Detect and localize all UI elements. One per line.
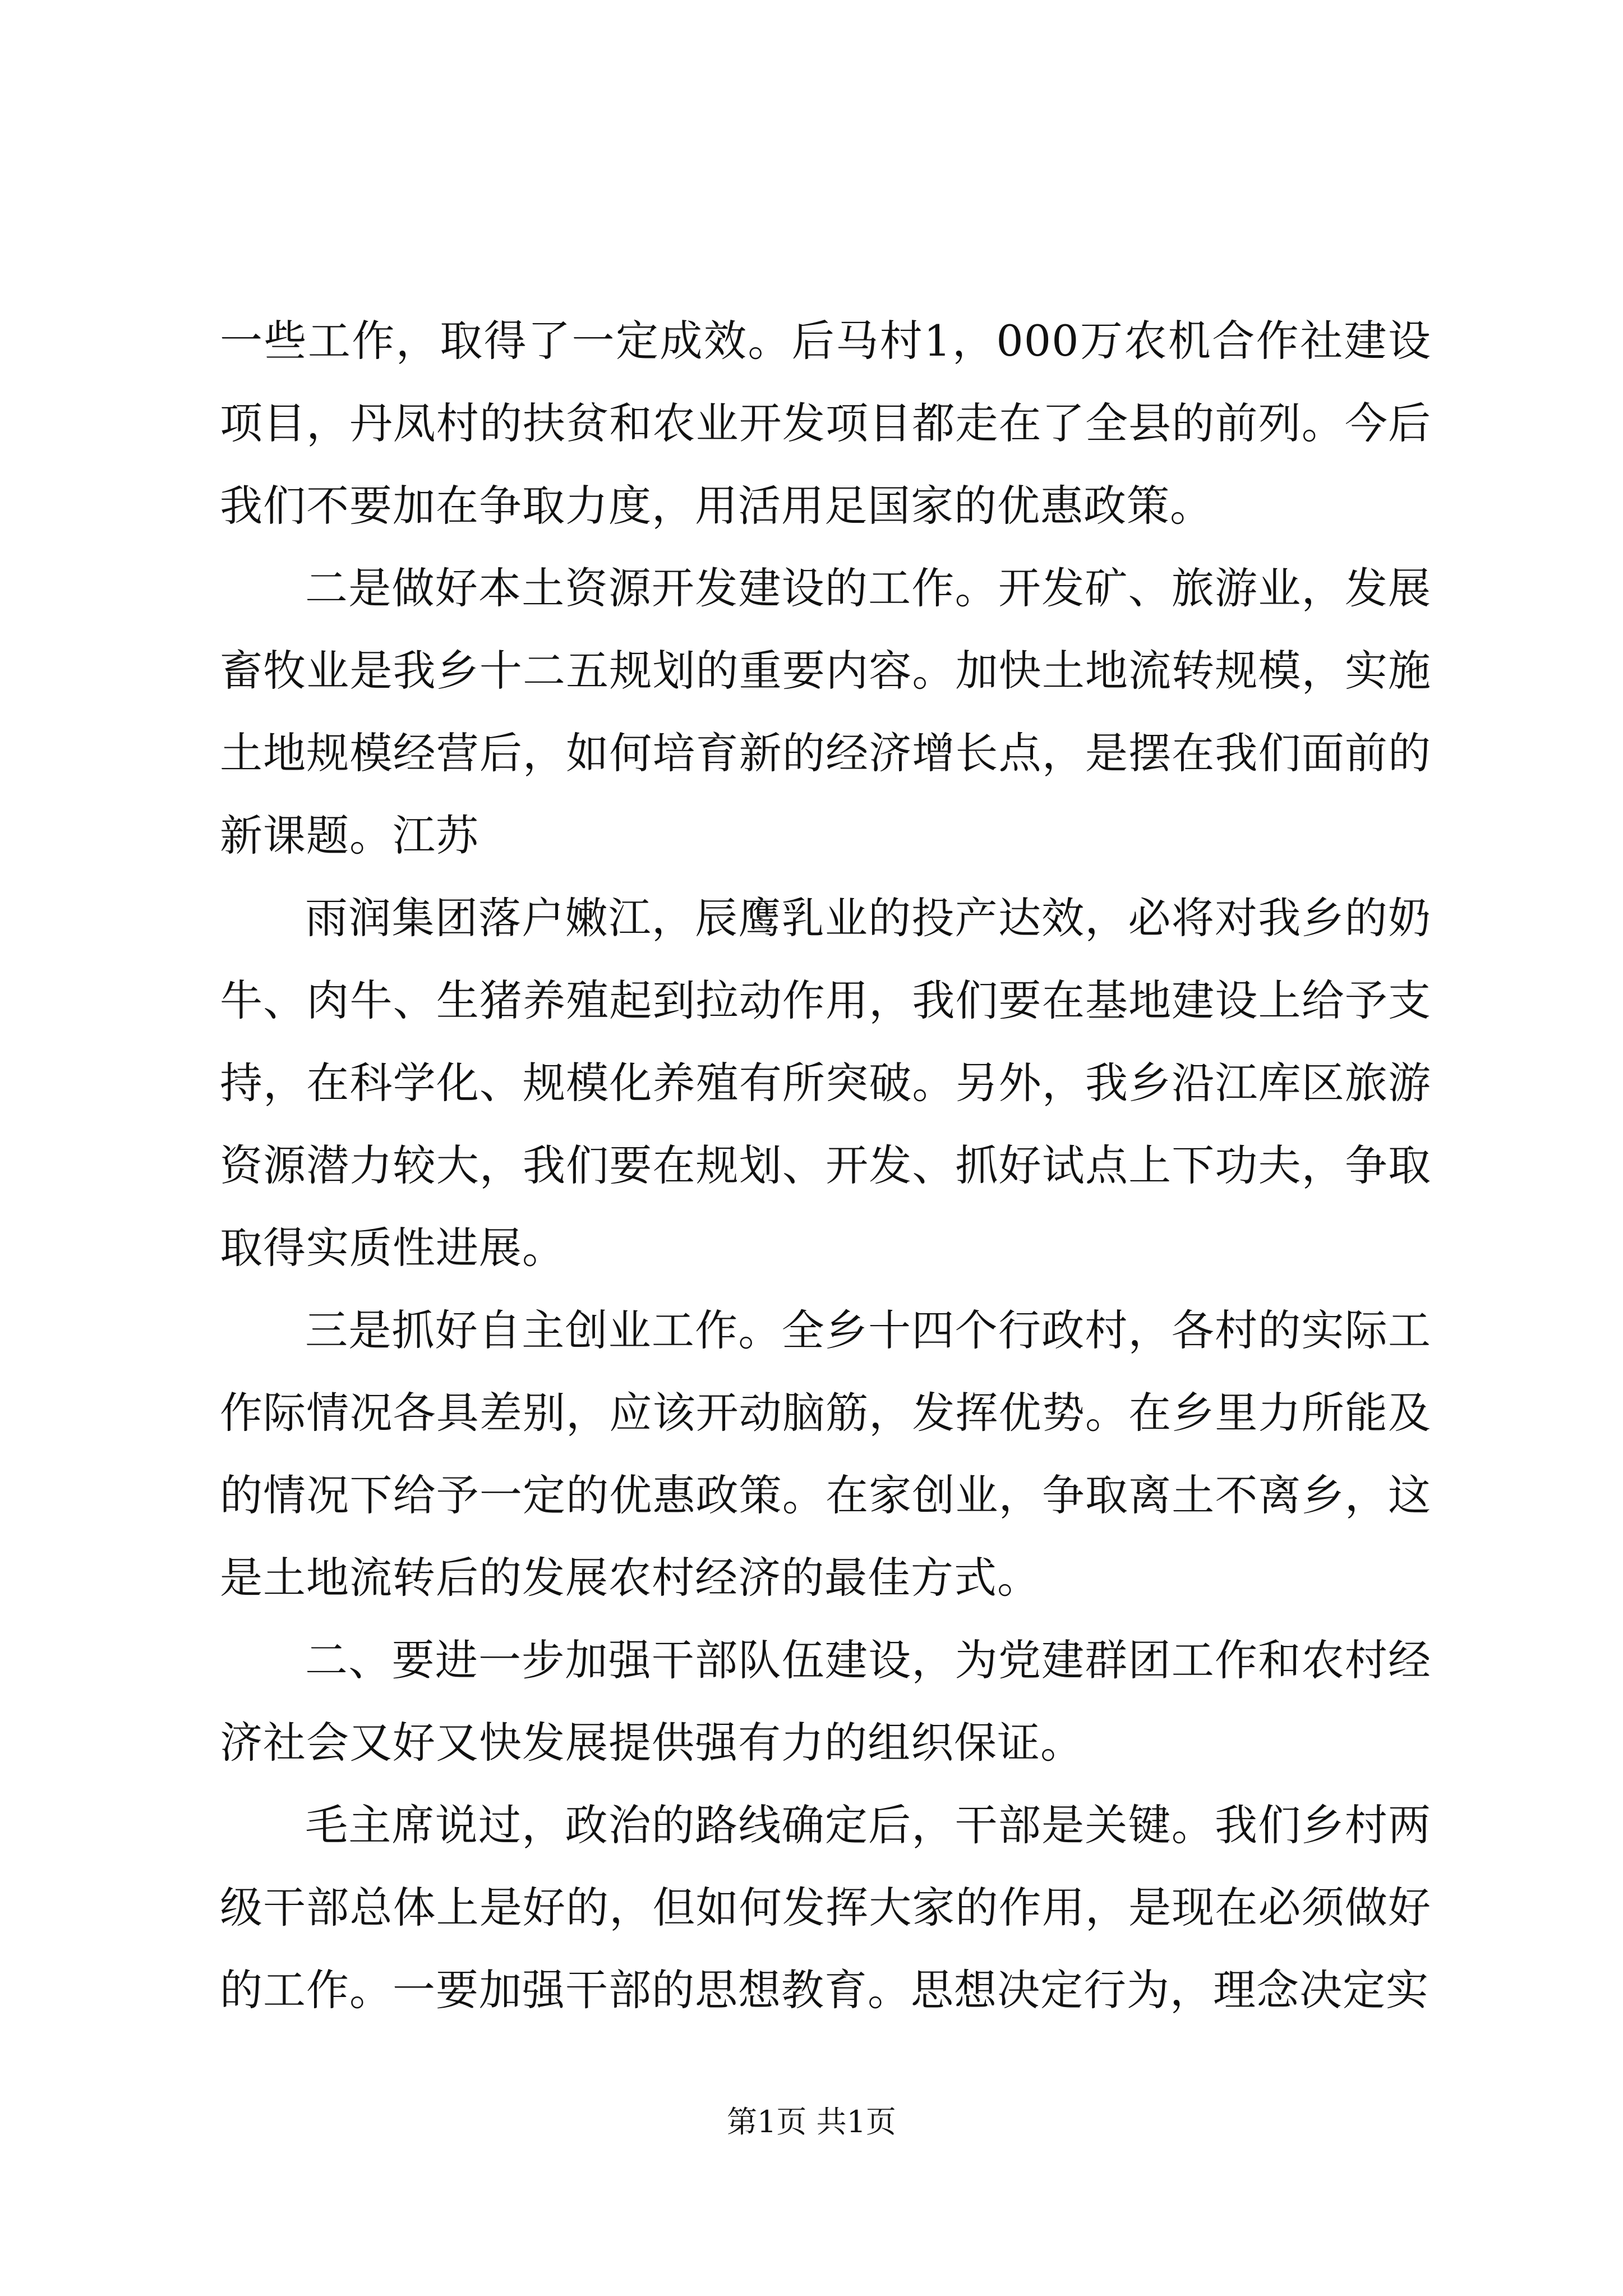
- paragraph-5: 二、要进一步加强干部队伍建设，为党建群团工作和农村经济社会又好又快发展提供强有力的组织保证。: [220, 1635, 1431, 1768]
- paragraph-3: 雨润集团落户嫩江，辰鹰乳业的投产达效，必将对我乡的奶牛、肉牛、生猪养殖起到拉动作用，我们要在基地建设上给予支持，在科学化、规模化养殖有所突破。另外，我乡沿江库区旅游资源潜力较大，我们要在规划、开发、抓好试点上下功夫，争取取得实质性进展。: [220, 893, 1431, 1273]
- document-body: [220, 300, 1431, 2031]
- paragraph-1: 一些工作，取得了一定成效。后马村1，000万农机合作社建设项目，丹凤村的扶贫和农业开发项目都走在了全县的前列。今后我们不要加在争取力度，用活用足国家的优惠政策。: [220, 316, 1431, 531]
- paragraph-4: 三是抓好自主创业工作。全乡十四个行政村，各村的实际工作际情况各具差别，应该开动脑筋，发挥优势。在乡里力所能及的情况下给予一定的优惠政策。在家创业，争取离土不离乡，这是土地流转后的发展农村经济的最佳方式。: [220, 1305, 1431, 1603]
- paragraph-2: 二是做好本土资源开发建设的工作。开发矿、旅游业，发展畜牧业是我乡十二五规划的重要内容。加快土地流转规模，实施土地规模经营后，如何培育新的经济增长点，是摆在我们面前的新课题。江苏: [220, 563, 1431, 861]
- page-footer: 第1页 共1页: [727, 2104, 896, 2139]
- paragraph-6: 毛主席说过，政治的路线确定后，干部是关键。我们乡村两级干部总体上是好的，但如何发挥大家的作用，是现在必须做好的工作。一要加强干部的思想教育。思想决定行为，理念决定实: [220, 1800, 1431, 2015]
